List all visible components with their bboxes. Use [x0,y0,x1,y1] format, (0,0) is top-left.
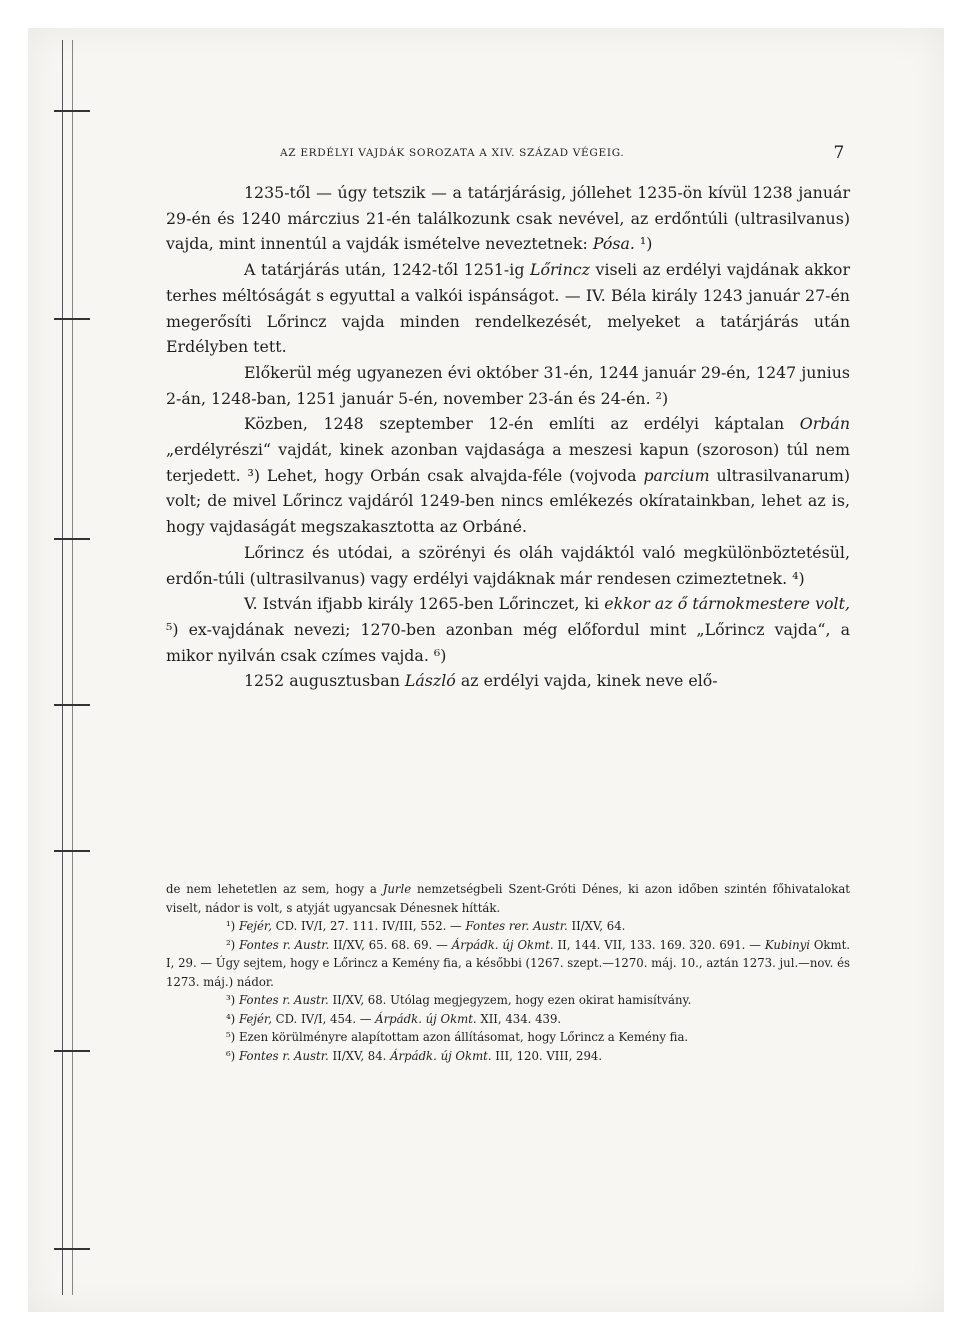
italic-text: parcium [643,465,710,485]
binding-rule [62,40,63,1295]
body-paragraph [166,668,850,694]
italic-text: Fontes r. Austr. [238,1048,329,1063]
text-run: III, 120. VIII, 294. [491,1048,603,1063]
body-paragraph [166,180,850,257]
body-paragraph [166,360,850,411]
binding-tick [54,110,90,112]
italic-text: Fontes rer. Austr. [465,919,568,933]
footnote [166,1047,850,1066]
italic-text: Jurle [382,882,412,896]
italic-text: Fontes r. Austr. [238,993,329,1007]
binding-tick [54,538,90,540]
text-run: 1252 augusztusban [244,671,405,691]
text-run: Okmt. I, 29. — Úgy sejtem, hogy e Lőrincz a Kemény fia, a későbbi (1267. szept.—1270. máj. 10., aztán 1273. jul.—nov. és 1273. máj.) nádor. [166,937,851,989]
binding-edge [40,40,96,1295]
italic-text: Fontes r. Austr. [239,937,330,952]
footnote [166,991,850,1010]
italic-text: László [404,671,456,691]
text-run: de nem lehetetlen az sem, hogy a [166,882,383,896]
binding-rule [72,40,73,1295]
page-number: 7 [833,143,845,163]
binding-tick [54,704,90,706]
text-run: CD. IV/I, 454. — [271,1011,376,1026]
italic-text: Árpádk. új Okmt. [390,1048,492,1063]
running-head [170,143,850,165]
italic-text: Orbán [799,414,850,434]
text-run: XII, 434. 439. [476,1011,562,1026]
text-run: A tatárjárás után, 1242-től 1251-ig [244,260,530,280]
text-run: CD. IV/I, 27. 111. IV/III, 552. — [271,919,466,933]
body-paragraph [166,411,850,540]
footnote [166,1028,850,1047]
text-run: ²) [226,937,240,952]
body-paragraph [166,540,850,591]
text-run: Közben, 1248 szeptember 12-én említi az erdélyi káptalan [244,414,800,434]
italic-text: ekkor az ő tárnokmestere volt, [604,594,850,614]
text-run: ultrasilvanarum) volt; de mivel Lőrincz vajdáról 1249-ben nincs emlékezés okíratainkban, lehet az is, hogy vajdaságát megszakasztotta az Orbáné. [166,465,851,537]
italic-text: Fejér, [238,1011,272,1026]
text-run: viseli az erdélyi vajdának akkor terhes méltóságát s egyuttal a valkói ispánságot. — IV. Béla király 1243 január 27-én megerősíti Lőrincz vajda minden rendelkezését, melyeket a tatárjárás után Erdélyben tett. [166,260,850,357]
text-run: ⁶) [226,1048,239,1063]
footnote [166,880,850,917]
binding-tick [54,850,90,852]
text-run: V. István ifjabb király 1265-ben Lőrinczet, ki [244,594,605,614]
text-run: ⁵) ex-vajdának nevezi; 1270-ben azonban még előfordul mint „Lőrincz vajda“, a mikor nyilván csak czímes vajda. ⁶) [166,619,850,665]
text-run: II/XV, 68. Utólag megjegyzem, hogy ezen okirat hamisítvány. [328,993,692,1007]
body-paragraph [166,257,850,360]
italic-text: Pósa. [592,234,635,254]
italic-text: Fejér, [238,919,272,933]
text-run: ⁵) Ezen körülményre alapítottam azon állításomat, hogy Lőrincz a Kemény fia. [226,1030,689,1044]
text-run: „erdélyrészi“ vajdát, kinek azonban vajdasága a meszesi kapun (szoroson) túl nem terjedett. ³) Lehet, hogy Orbán csak alvajda-féle (vojvoda [166,440,850,485]
text-run: II/XV, 84. [328,1048,391,1063]
text-run: Lőrincz és utódai, a szörényi és oláh vajdáktól való megkülönböztetésül, erdőn-túli (ultrasilvanus) vagy erdélyi vajdáknak már rendesen czimeztetnek. ⁴) [166,542,850,588]
text-run: II, 144. VII, 133. 169. 320. 691. — [553,937,765,952]
body-text [166,180,850,694]
body-paragraph [166,591,850,668]
italic-text: Kubinyi [764,937,810,952]
italic-text: Árpádk. új Okmt. [451,937,554,952]
text-run: nemzetségbeli Szent-Gróti Dénes, ki azon időben szintén főhivatalokat viselt, nádor is volt, s atyját ugyancsak Dénesnek hítták. [166,882,850,915]
footnote [166,1010,850,1029]
footnotes [166,880,850,1065]
footnote [166,917,850,936]
text-run: ³) [226,993,239,1007]
text-run: II/XV, 65. 68. 69. — [329,937,452,952]
binding-tick [54,1248,90,1250]
binding-tick [54,318,90,320]
text-run: Előkerül még ugyanezen évi október 31-én, 1244 január 29-én, 1247 junius 2-án, 1248-ban, 1251 január 5-én, november 23-án és 24-én. ²) [166,362,850,408]
italic-text: Lőrincz [530,260,590,280]
binding-tick [54,1050,90,1052]
text-run: 1235-től — úgy tetszik — a tatárjárásig, jóllehet 1235-ön kívül 1238 január 29-én és 1240 márczius 21-én találkozunk csak nevével, az erdőntúli (ultrasilvanus) vajda, mint innentúl a vajdák ismételve neveztetnek: [166,183,850,254]
text-run: ¹) [634,234,653,254]
footnote [166,936,850,992]
text-run: ¹) [226,919,239,933]
italic-text: Árpádk. új Okmt. [375,1011,477,1026]
text-run: II/XV, 64. [567,919,626,933]
text-run: ⁴) [226,1011,239,1026]
text-run: az erdélyi vajda, kinek neve elő- [455,671,718,691]
running-title: AZ ERDÉLYI VAJDÁK SOROZATA A XIV. SZÁZAD VÉGEIG. [280,147,625,159]
